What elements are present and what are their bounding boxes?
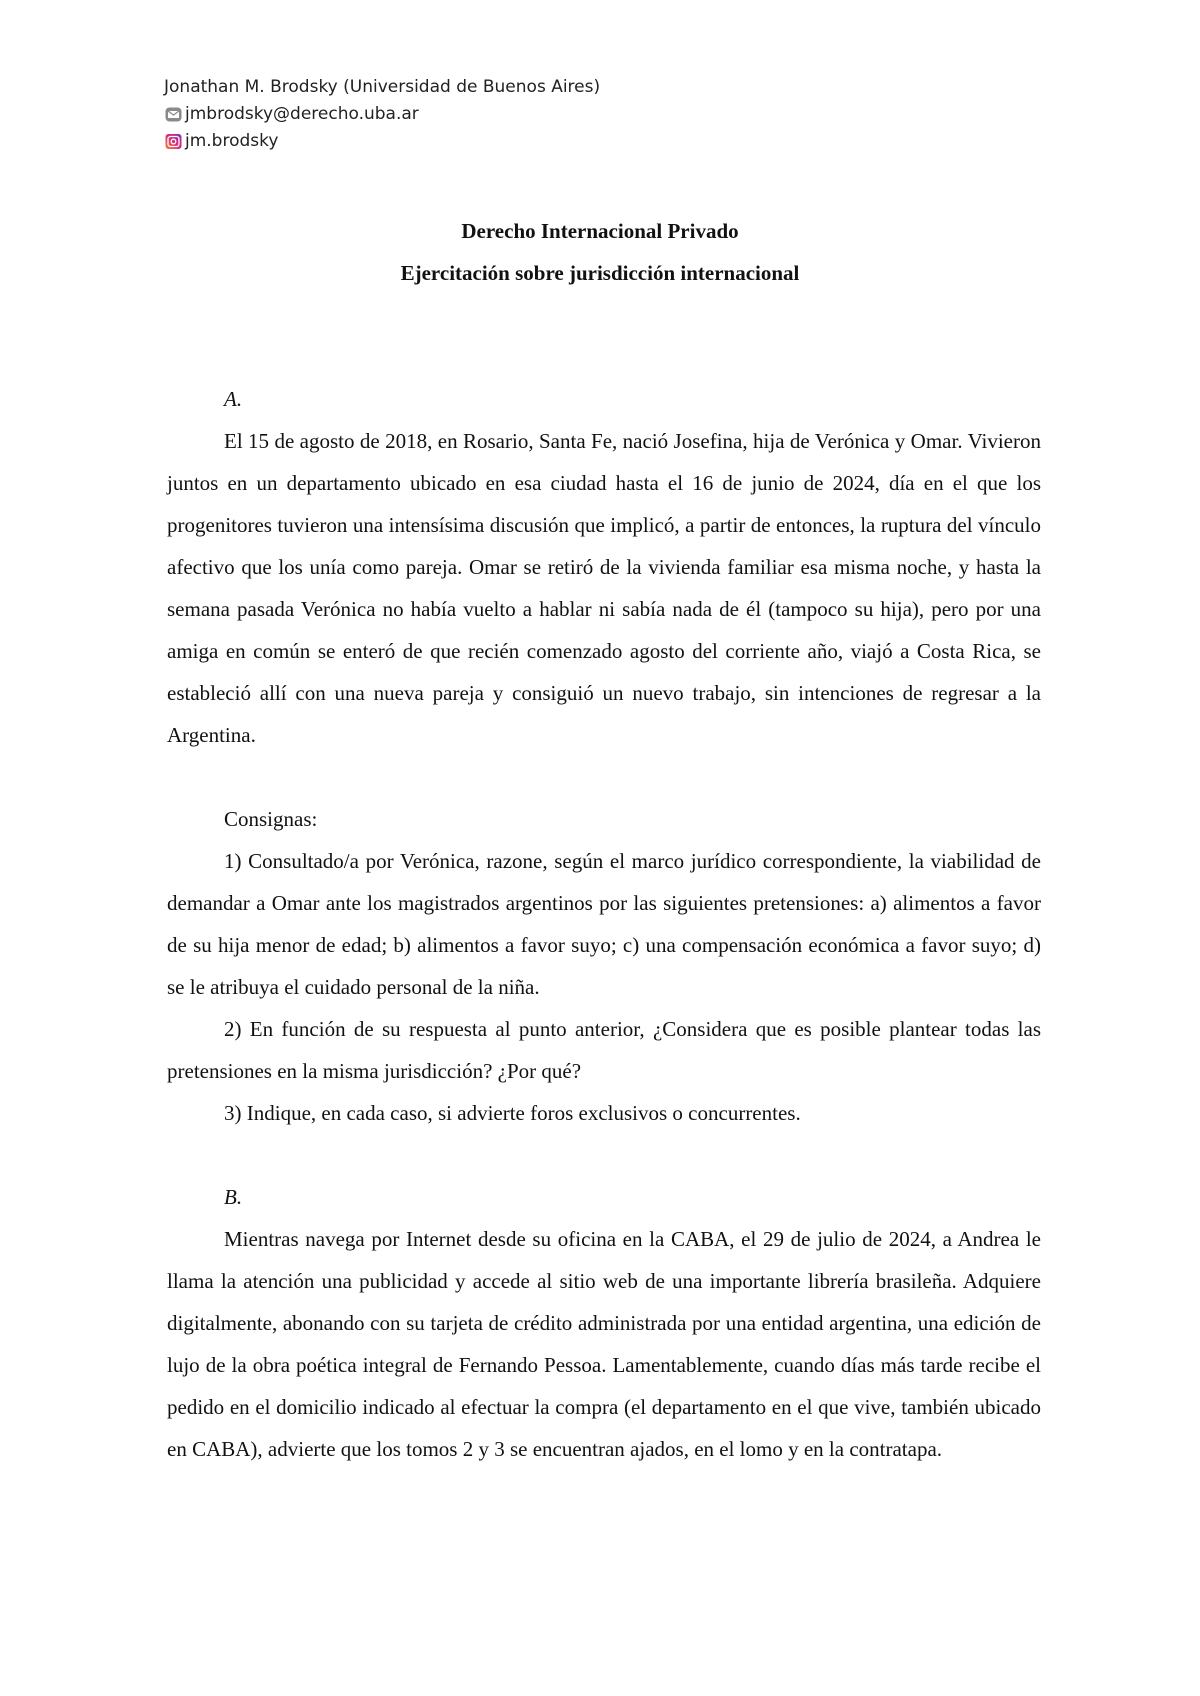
subject-title: Derecho Internacional Privado: [461, 219, 739, 243]
author-name: Jonathan M. Brodsky (Universidad de Buenos Aires): [164, 77, 601, 97]
consigna-item: 3) Indique, en cada caso, si advierte foros exclusivos o concurrentes.: [224, 1101, 801, 1125]
document-body: [167, 378, 1041, 1470]
email-line: [164, 101, 600, 128]
instagram-icon: [165, 133, 182, 150]
section-a-paragraph: El 15 de agosto de 2018, en Rosario, Santa Fe, nació Josefina, hija de Verónica y Omar. Vivieron juntos en un departamento ubicado en esa ciudad hasta el 16 de junio de 2024, día en el que los progenitores tuvieron una intensísima discusión que implicó, a partir de entonces, la ruptura del vínculo afectivo que los unía como pareja. Omar se retiró de la vivienda familiar esa misma noche, y hasta la semana pasada Verónica no había vuelto a hablar ni sabía nada de él (tampoco su hija), pero por una amiga en común se enteró de que recién comenzado agosto del corriente año, viajó a Costa Rica, se estableció allí con una nueva pareja y consiguió un nuevo trabajo, sin intenciones de regresar a la Argentina.: [167, 429, 1041, 747]
section-a-label: A.: [224, 387, 243, 411]
author-line: [164, 74, 600, 101]
consigna-item: 2) En función de su respuesta al punto anterior, ¿Considera que es posible plantear todas las pretensiones en la misma jurisdicción? ¿Por qué?: [167, 1017, 1041, 1083]
consignas-label: Consignas:: [224, 807, 318, 831]
author-header: [164, 74, 600, 155]
topic-title: Ejercitación sobre jurisdicción internacional: [400, 261, 800, 285]
instagram-line: [164, 128, 600, 155]
consigna-item: 1) Consultado/a por Verónica, razone, según el marco jurídico correspondiente, la viabilidad de demandar a Omar ante los magistrados argentinos por las siguientes pretensiones: a) alimentos a favor de su hija menor de edad; b) alimentos a favor suyo; c) una compensación económica a favor suyo; d) se le atribuya el cuidado personal de la niña.: [167, 849, 1041, 999]
section-b-label: B.: [224, 1185, 243, 1209]
instagram-handle[interactable]: jm.brodsky: [185, 131, 279, 151]
section-b-paragraph: Mientras navega por Internet desde su oficina en la CABA, el 29 de julio de 2024, a Andrea le llama la atención una publicidad y accede al sitio web de una importante librería brasileña. Adquiere digitalmente, abonando con su tarjeta de crédito administrada por una entidad argentina, una edición de lujo de la obra poética integral de Fernando Pessoa. Lamentablemente, cuando días más tarde recibe el pedido en el domicilio indicado al efectuar la compra (el departamento en el que vive, también ubicado en CABA), advierte que los tomos 2 y 3 se encuentran ajados, en el lomo y en la contratapa.: [167, 1227, 1041, 1461]
document-titles: [0, 210, 1200, 294]
envelope-icon: [165, 106, 182, 123]
email-link[interactable]: jmbrodsky@derecho.uba.ar: [185, 104, 419, 124]
